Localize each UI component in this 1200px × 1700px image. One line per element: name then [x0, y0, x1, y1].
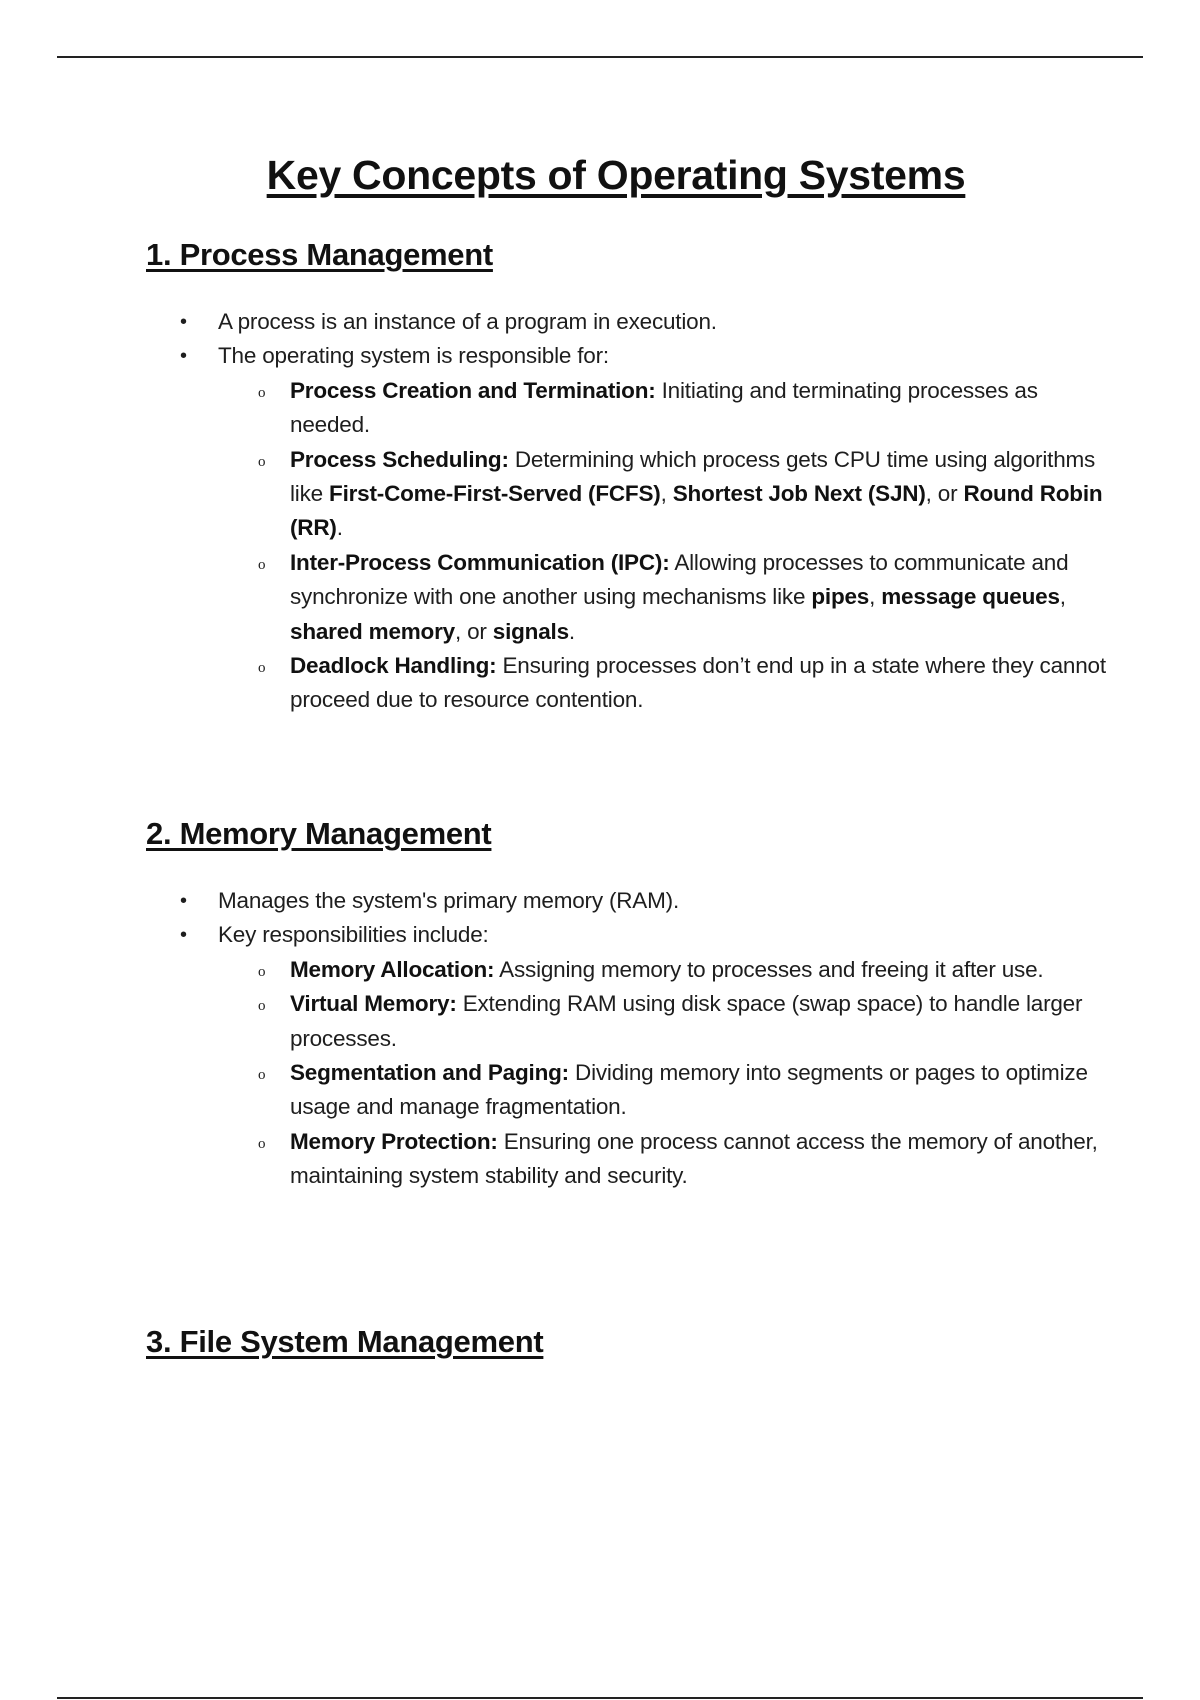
sub-list-item — [250, 649, 1116, 718]
bullet-icon: • — [180, 924, 187, 947]
ipc-pipes: pipes — [811, 584, 870, 610]
algorithm-sjn: Shortest Job Next (SJN) — [672, 481, 926, 507]
ipc-shared-memory: shared memory — [290, 618, 455, 644]
description: Ensuring one process cannot access the memory of another, maintaining system stability and security. — [290, 1128, 1098, 1189]
term: Process Creation and Termination: — [290, 377, 656, 403]
sub-list-item — [250, 953, 1116, 987]
bullet-icon: • — [180, 311, 187, 333]
term: Virtual Memory: — [290, 991, 457, 1017]
sub-bullet-icon: o — [258, 963, 266, 980]
ipc-message-queues: message queues — [881, 584, 1060, 610]
term: Deadlock Handling: — [290, 653, 497, 679]
description: Allowing processes to communicate and synchronize with one another using mechanisms like — [290, 549, 1069, 610]
sub-list-item — [250, 1056, 1116, 1125]
document-title: Key Concepts of Operating Systems — [266, 152, 966, 198]
description: Initiating and terminating processes as needed. — [290, 377, 1038, 438]
sub-bullet-icon: o — [258, 384, 266, 401]
ipc-signals: signals — [492, 618, 569, 644]
list-item — [176, 339, 1116, 717]
separator: , — [660, 481, 667, 507]
section-heading-memory-management: 2. Memory Management — [146, 816, 492, 851]
bullet-icon: • — [180, 345, 187, 368]
algorithm-rr: Round Robin (RR) — [290, 481, 1103, 541]
memory-management-list — [176, 884, 1116, 1194]
sub-list — [250, 953, 1116, 1194]
period: . — [336, 515, 343, 541]
term: Segmentation and Paging: — [290, 1060, 569, 1086]
sub-bullet-icon: o — [258, 998, 266, 1015]
sub-bullet-icon: o — [258, 660, 266, 677]
description: Determining which process gets CPU time using algorithms like — [290, 446, 1096, 507]
list-item — [176, 884, 1116, 918]
header-rule — [57, 56, 1143, 58]
sub-bullet-icon: o — [258, 453, 266, 470]
sub-list-item — [250, 374, 1116, 443]
period: . — [568, 618, 575, 644]
algorithm-fcfs: First-Come-First-Served (FCFS) — [329, 481, 661, 507]
bullet-text: Key responsibilities include: — [218, 922, 489, 948]
term: Memory Protection: — [290, 1128, 498, 1154]
list-item — [176, 305, 1116, 339]
sub-bullet-icon: o — [258, 1135, 266, 1152]
term: Process Scheduling: — [290, 446, 509, 472]
term: Memory Allocation: — [290, 956, 495, 982]
bullet-text: A process is an instance of a program in execution. — [218, 309, 717, 334]
description: Extending RAM using disk space (swap space) to handle larger processes. — [290, 991, 1083, 1051]
separator: , — [1059, 584, 1066, 610]
description: Ensuring processes don’t end up in a state where they cannot proceed due to resource contention. — [290, 653, 1106, 713]
list-item — [176, 918, 1116, 1193]
bullet-text: The operating system is responsible for: — [218, 343, 609, 369]
section-heading-process-management: 1. Process Management — [146, 237, 493, 272]
section-heading-file-system-management: 3. File System Management — [146, 1324, 544, 1359]
bullet-icon: • — [180, 890, 187, 912]
separator: , or — [925, 481, 958, 507]
sub-list-item — [250, 1125, 1116, 1194]
footer-rule — [57, 1697, 1143, 1699]
sub-bullet-icon: o — [258, 1067, 266, 1084]
sub-bullet-icon: o — [258, 556, 266, 573]
sub-list — [250, 374, 1116, 718]
process-management-list — [176, 305, 1116, 718]
sub-list-item — [250, 987, 1116, 1056]
separator: , — [869, 584, 876, 610]
sub-list-item — [250, 546, 1116, 649]
sub-list-item — [250, 443, 1116, 546]
description: Dividing memory into segments or pages to optimize usage and manage fragmentation. — [290, 1060, 1088, 1120]
bullet-text: Manages the system's primary memory (RAM). — [218, 888, 679, 913]
term: Inter-Process Communication (IPC): — [290, 549, 670, 575]
description: Assigning memory to processes and freeing it after use. — [499, 956, 1044, 982]
separator: , or — [454, 618, 487, 644]
